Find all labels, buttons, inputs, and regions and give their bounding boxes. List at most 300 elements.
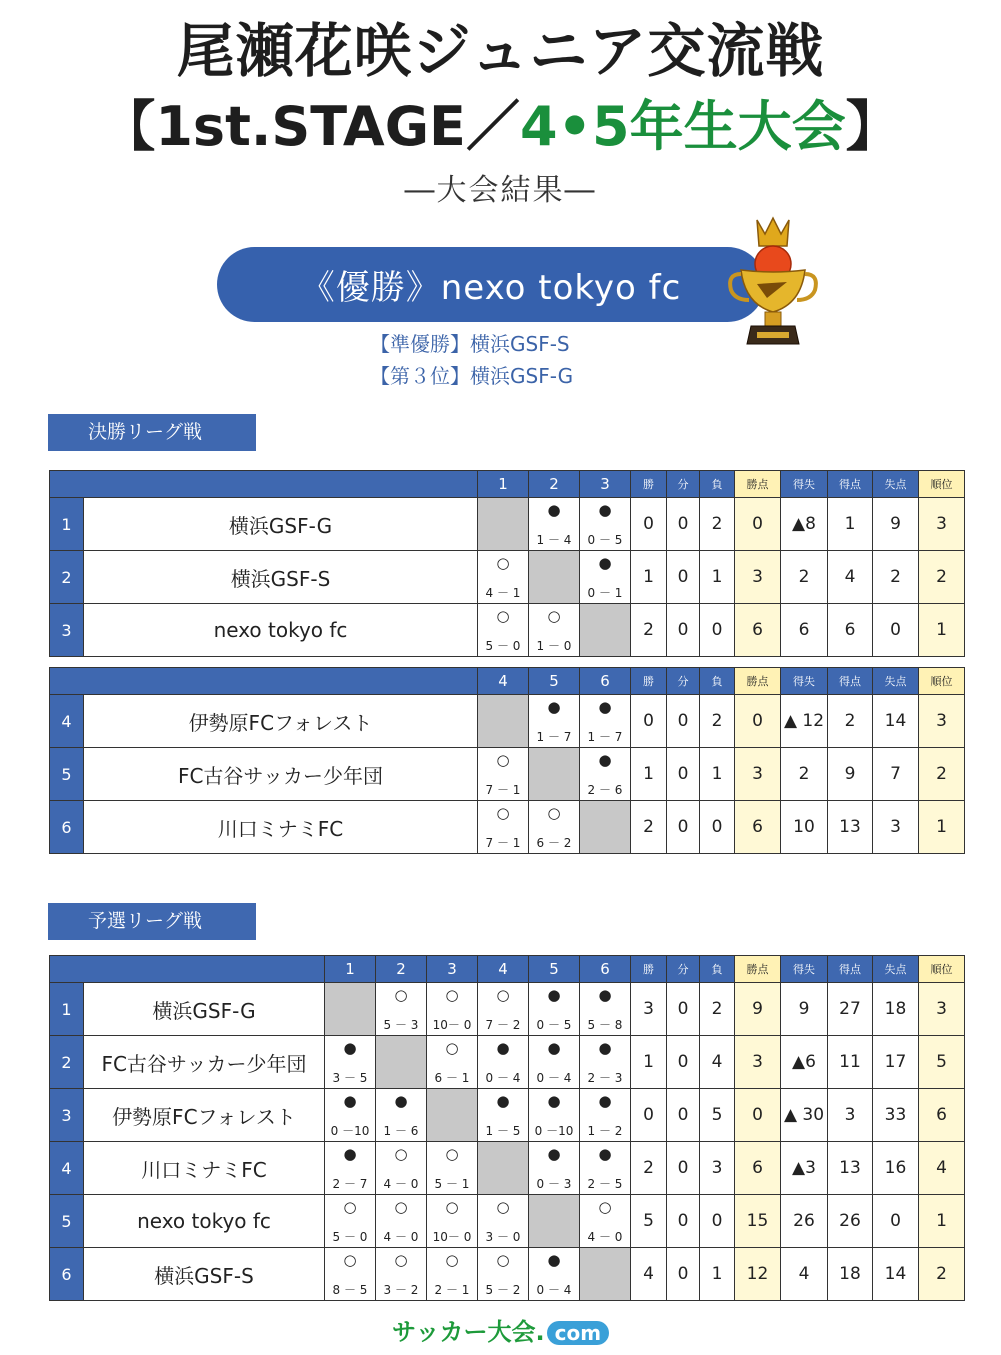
stat-cell: 1 [631,748,667,801]
win-mark-icon: ○ [394,1251,408,1269]
site-logo [0,1312,1001,1347]
stat-cell: 0 [667,1142,700,1195]
header-opponent-col: 3 [580,471,631,498]
match-score: 1 － 5 [485,1124,521,1138]
self-match-cell [580,604,631,657]
match-score: 7 － 1 [485,836,521,850]
win-mark-icon: ○ [394,1145,408,1163]
stat-cell: 9 [828,748,873,801]
stat-cell: 0 [631,498,667,551]
team-number: 2 [50,551,84,604]
match-result-cell [529,1142,580,1195]
match-score: 5 － 0 [332,1230,368,1244]
stat-cell: 2 [631,801,667,854]
match-result-cell [580,498,631,551]
match-result-cell [325,1036,376,1089]
header-stat-col: 得失 [781,956,828,983]
win-mark-icon: ○ [598,1198,612,1216]
team-name: 横浜GSF-G [84,983,325,1036]
loss-mark-icon: ● [598,1092,612,1110]
header-stat-col: 得点 [828,471,873,498]
stat-cell: 3 [919,983,965,1036]
header-stat-col: 順位 [919,668,965,695]
self-match-cell [427,1089,478,1142]
match-result-cell [529,801,580,854]
stat-cell: 5 [700,1089,735,1142]
match-score: 5 － 1 [434,1177,470,1191]
loss-mark-icon: ● [496,1039,510,1057]
loss-mark-icon: ● [547,986,561,1004]
header-stat-col: 分 [667,471,700,498]
stat-cell: 1 [700,551,735,604]
final-league-table-b [49,667,965,854]
stage-title-prefix: 【1st.STAGE／ [101,95,520,158]
match-result-cell [580,551,631,604]
match-score: 7 － 2 [485,1018,521,1032]
table-header-row [50,471,965,498]
table-row [50,498,965,551]
team-number: 3 [50,1089,84,1142]
match-score: 0 － 5 [587,533,623,547]
stat-cell: 0 [873,604,919,657]
header-stat-col: 負 [700,956,735,983]
match-score: 5 － 3 [383,1018,419,1032]
match-result-cell [427,1195,478,1248]
stat-cell: 0 [735,498,781,551]
loss-mark-icon: ● [598,751,612,769]
team-number: 1 [50,983,84,1036]
stat-cell: 26 [781,1195,828,1248]
header-opponent-col: 4 [478,956,529,983]
match-result-cell [478,1195,529,1248]
match-result-cell [529,1089,580,1142]
match-score: 5 － 2 [485,1283,521,1297]
stat-cell: 0 [667,748,700,801]
header-stat-col: 順位 [919,956,965,983]
stat-cell: 0 [667,498,700,551]
loss-mark-icon: ● [598,554,612,572]
match-score: 4 － 0 [587,1230,623,1244]
loss-mark-icon: ● [547,698,561,716]
header-stat-col: 分 [667,956,700,983]
stat-cell: 3 [735,1036,781,1089]
stage-title [0,95,1001,158]
section-prelim-league: 予選リーグ戦 [48,903,256,940]
header-stat-col: 得失 [781,471,828,498]
stat-cell: 16 [873,1142,919,1195]
win-mark-icon: ○ [445,1198,459,1216]
table-row [50,1248,965,1301]
stat-cell: 10 [781,801,828,854]
match-result-cell [478,604,529,657]
match-result-cell [580,983,631,1036]
header-blank [50,471,478,498]
table-row [50,748,965,801]
team-name: nexo tokyo fc [84,1195,325,1248]
table-row [50,604,965,657]
team-name: 川口ミナミFC [84,1142,325,1195]
match-result-cell [580,695,631,748]
match-score: 1 － 2 [587,1124,623,1138]
table-row [50,1036,965,1089]
table-row [50,1089,965,1142]
team-number: 5 [50,748,84,801]
header-stat-col: 失点 [873,471,919,498]
self-match-cell [478,498,529,551]
match-result-cell [427,1142,478,1195]
stat-cell: 9 [873,498,919,551]
match-score: 0 － 1 [587,586,623,600]
match-result-cell [478,748,529,801]
header-stat-col: 勝点 [735,956,781,983]
match-result-cell [529,1036,580,1089]
stat-cell: 12 [735,1248,781,1301]
header-stat-col: 分 [667,668,700,695]
win-mark-icon: ○ [547,804,561,822]
match-score: 5 － 0 [485,639,521,653]
stat-cell: 0 [667,695,700,748]
match-score: 1 － 7 [536,730,572,744]
match-result-cell [325,1089,376,1142]
stat-cell: 0 [735,695,781,748]
loss-mark-icon: ● [547,1251,561,1269]
match-score: 2 － 7 [332,1177,368,1191]
match-score: 0 － 5 [536,1018,572,1032]
match-score: 3 － 0 [485,1230,521,1244]
stat-cell: 0 [667,604,700,657]
stat-cell: 3 [735,551,781,604]
team-number: 1 [50,498,84,551]
results-subtitle: ―大会結果― [404,173,597,208]
loss-mark-icon: ● [547,1039,561,1057]
header-opponent-col: 2 [529,471,580,498]
match-score: 10－ 0 [432,1230,472,1244]
stat-cell: 2 [919,1248,965,1301]
loss-mark-icon: ● [598,501,612,519]
match-result-cell [478,1248,529,1301]
header-opponent-col: 3 [427,956,478,983]
stat-cell: 13 [828,801,873,854]
stat-cell: 2 [781,748,828,801]
win-mark-icon: ○ [496,1251,510,1269]
team-name: 伊勢原FCフォレスト [84,695,478,748]
self-match-cell [325,983,376,1036]
stat-cell: ▲ 30 [781,1089,828,1142]
stat-cell: 17 [873,1036,919,1089]
stat-cell: 3 [828,1089,873,1142]
stat-cell: 15 [735,1195,781,1248]
match-result-cell [580,1195,631,1248]
header-opponent-col: 4 [478,668,529,695]
winner-banner: 《優勝》nexo tokyo fc [217,247,765,322]
match-score: 0 － 3 [536,1177,572,1191]
match-result-cell [376,1142,427,1195]
table-row [50,983,965,1036]
match-result-cell [325,1142,376,1195]
match-result-cell [478,551,529,604]
header-stat-col: 負 [700,668,735,695]
loss-mark-icon: ● [547,1145,561,1163]
stat-cell: 2 [700,983,735,1036]
match-score: 2 － 1 [434,1283,470,1297]
team-name: FC古谷サッカー少年団 [84,1036,325,1089]
match-result-cell [529,604,580,657]
match-result-cell [529,1248,580,1301]
match-score: 4 － 0 [383,1177,419,1191]
match-score: 6 － 1 [434,1071,470,1085]
stat-cell: 14 [873,695,919,748]
team-name: FC古谷サッカー少年団 [84,748,478,801]
match-score: 2 － 6 [587,783,623,797]
loss-mark-icon: ● [547,501,561,519]
table-row [50,801,965,854]
stat-cell: 0 [873,1195,919,1248]
match-result-cell [529,498,580,551]
stage-title-suffix: 】 [845,95,900,158]
stat-cell: 0 [631,1089,667,1142]
match-score: 0 － 4 [485,1071,521,1085]
match-result-cell [325,1248,376,1301]
win-mark-icon: ○ [343,1198,357,1216]
match-score: 1 － 6 [383,1124,419,1138]
stat-cell: 3 [919,695,965,748]
header-stat-col: 勝 [631,956,667,983]
match-result-cell [580,1089,631,1142]
stat-cell: 0 [667,983,700,1036]
self-match-cell [478,1142,529,1195]
stat-cell: 3 [873,801,919,854]
match-score: 0 － 4 [536,1071,572,1085]
table-row [50,551,965,604]
stat-cell: 6 [781,604,828,657]
final-league-table-a [49,470,965,657]
stat-cell: 9 [781,983,828,1036]
stat-cell: 18 [828,1248,873,1301]
stat-cell: 0 [700,604,735,657]
stat-cell: 5 [919,1036,965,1089]
stat-cell: 11 [828,1036,873,1089]
team-number: 6 [50,1248,84,1301]
stat-cell: ▲ 12 [781,695,828,748]
match-score: 7 － 1 [485,783,521,797]
team-name: 横浜GSF-G [84,498,478,551]
stat-cell: 1 [631,1036,667,1089]
stat-cell: 1 [828,498,873,551]
win-mark-icon: ○ [445,1145,459,1163]
match-score: 1 － 0 [536,639,572,653]
stat-cell: 0 [667,551,700,604]
stat-cell: ▲8 [781,498,828,551]
header-blank [50,956,325,983]
stat-cell: 2 [873,551,919,604]
match-result-cell [427,1248,478,1301]
header-stat-col: 得点 [828,956,873,983]
win-mark-icon: ○ [343,1251,357,1269]
win-mark-icon: ○ [496,607,510,625]
stat-cell: 0 [667,1195,700,1248]
match-result-cell [376,983,427,1036]
win-mark-icon: ○ [445,1251,459,1269]
team-number: 4 [50,1142,84,1195]
match-score: 1 － 4 [536,533,572,547]
match-result-cell [376,1248,427,1301]
self-match-cell [580,801,631,854]
match-result-cell [580,748,631,801]
stat-cell: 1 [919,1195,965,1248]
match-result-cell [376,1195,427,1248]
stage-title-grade: 4•5年生大会 [519,95,846,158]
stat-cell: 0 [667,1248,700,1301]
header-opponent-col: 5 [529,956,580,983]
header-opponent-col: 6 [580,956,631,983]
loss-mark-icon: ● [343,1145,357,1163]
stat-cell: 0 [667,1036,700,1089]
site-logo-com: com [547,1321,609,1345]
win-mark-icon: ○ [496,986,510,1004]
stat-cell: 27 [828,983,873,1036]
stat-cell: 0 [667,1089,700,1142]
self-match-cell [529,748,580,801]
section-final-league: 決勝リーグ戦 [48,414,256,451]
header-stat-col: 失点 [873,956,919,983]
stat-cell: 2 [700,498,735,551]
stat-cell: 6 [735,1142,781,1195]
loss-mark-icon: ● [547,1092,561,1110]
stat-cell: 4 [700,1036,735,1089]
match-score: 6 － 2 [536,836,572,850]
match-score: 4 － 0 [383,1230,419,1244]
header-blank [50,668,478,695]
loss-mark-icon: ● [598,698,612,716]
prelim-league-table [49,955,965,1301]
stat-cell: 6 [828,604,873,657]
match-score: 4 － 1 [485,586,521,600]
header-stat-col: 順位 [919,471,965,498]
table-row [50,695,965,748]
win-mark-icon: ○ [496,804,510,822]
stat-cell: 4 [781,1248,828,1301]
header-stat-col: 勝点 [735,668,781,695]
header-stat-col: 勝点 [735,471,781,498]
match-score: 2 － 5 [587,1177,623,1191]
stat-cell: 3 [735,748,781,801]
loss-mark-icon: ● [496,1092,510,1110]
win-mark-icon: ○ [445,1039,459,1057]
team-number: 2 [50,1036,84,1089]
match-result-cell [580,1142,631,1195]
match-score: 5 － 8 [587,1018,623,1032]
stat-cell: 14 [873,1248,919,1301]
team-number: 3 [50,604,84,657]
team-number: 6 [50,801,84,854]
match-score: 3 － 2 [383,1283,419,1297]
stat-cell: 1 [919,801,965,854]
third-place-text: 【第３位】横浜GSF-G [370,364,574,388]
self-match-cell [529,1195,580,1248]
match-score: 0 － 4 [536,1283,572,1297]
page-title: 尾瀬花咲ジュニア交流戦 [176,17,825,85]
loss-mark-icon: ● [598,1039,612,1057]
stat-cell: 2 [631,1142,667,1195]
match-result-cell [529,983,580,1036]
stat-cell: 1 [700,1248,735,1301]
loss-mark-icon: ● [343,1039,357,1057]
stat-cell: 6 [919,1089,965,1142]
match-result-cell [325,1195,376,1248]
stat-cell: 2 [828,695,873,748]
stat-cell: 33 [873,1089,919,1142]
stat-cell: ▲6 [781,1036,828,1089]
header-opponent-col: 5 [529,668,580,695]
stat-cell: 1 [631,551,667,604]
win-mark-icon: ○ [547,607,561,625]
match-score: 2 － 3 [587,1071,623,1085]
match-score: 8 － 5 [332,1283,368,1297]
stat-cell: 6 [735,604,781,657]
stat-cell: 0 [735,1089,781,1142]
self-match-cell [529,551,580,604]
stat-cell: 13 [828,1142,873,1195]
team-name: 伊勢原FCフォレスト [84,1089,325,1142]
stat-cell: 3 [631,983,667,1036]
stat-cell: 2 [781,551,828,604]
win-mark-icon: ○ [394,986,408,1004]
header-stat-col: 勝 [631,668,667,695]
win-mark-icon: ○ [445,986,459,1004]
match-result-cell [427,1036,478,1089]
table-row [50,1142,965,1195]
stat-cell: 1 [700,748,735,801]
match-result-cell [478,1089,529,1142]
match-result-cell [529,695,580,748]
stat-cell: 0 [700,1195,735,1248]
stat-cell: 18 [873,983,919,1036]
match-score: 1 － 7 [587,730,623,744]
stat-cell: 2 [919,551,965,604]
loss-mark-icon: ● [598,986,612,1004]
stat-cell: ▲3 [781,1142,828,1195]
header-opponent-col: 2 [376,956,427,983]
header-stat-col: 失点 [873,668,919,695]
header-stat-col: 得点 [828,668,873,695]
stat-cell: 3 [700,1142,735,1195]
team-name: 横浜GSF-S [84,551,478,604]
table-row [50,1195,965,1248]
stat-cell: 5 [631,1195,667,1248]
match-result-cell [427,983,478,1036]
header-opponent-col: 1 [325,956,376,983]
stat-cell: 2 [631,604,667,657]
header-stat-col: 勝 [631,471,667,498]
stat-cell: 0 [700,801,735,854]
team-name: nexo tokyo fc [84,604,478,657]
self-match-cell [478,695,529,748]
stat-cell: 26 [828,1195,873,1248]
stat-cell: 7 [873,748,919,801]
table-header-row [50,956,965,983]
match-result-cell [478,983,529,1036]
loss-mark-icon: ● [394,1092,408,1110]
match-result-cell [478,801,529,854]
header-opponent-col: 1 [478,471,529,498]
match-score: 10－ 0 [432,1018,472,1032]
stat-cell: 1 [919,604,965,657]
team-number: 4 [50,695,84,748]
trophy-icon [727,212,819,357]
stat-cell: 4 [631,1248,667,1301]
stat-cell: 0 [667,801,700,854]
win-mark-icon: ○ [496,751,510,769]
